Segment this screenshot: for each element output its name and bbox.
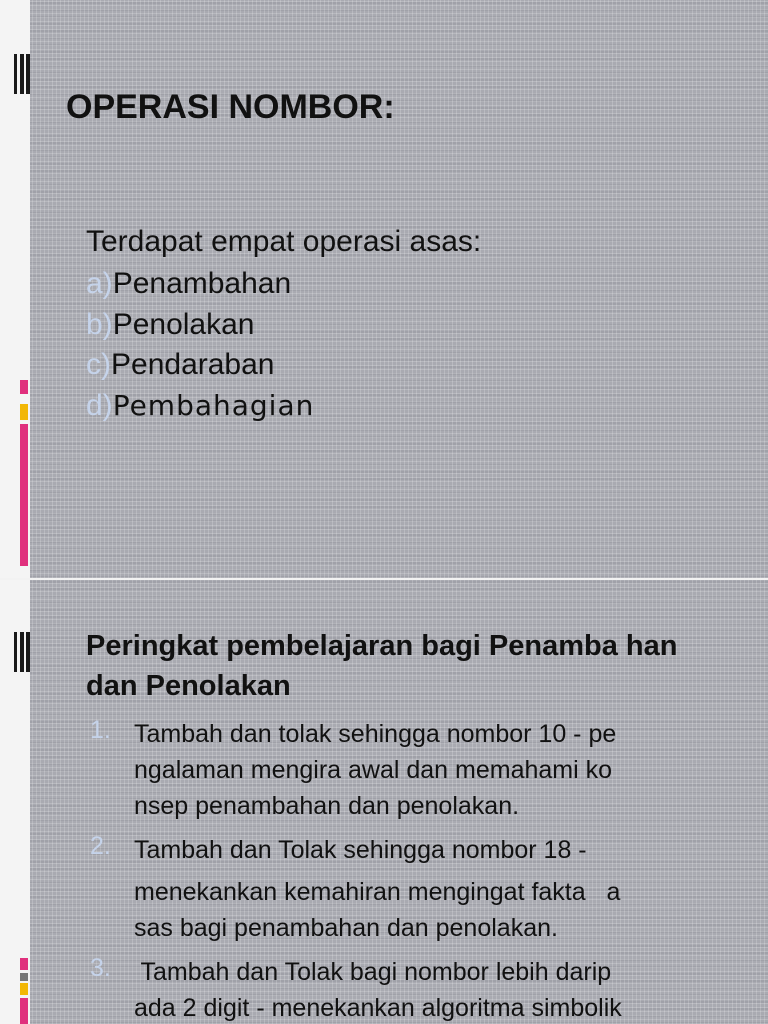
list-item [86,954,622,1024]
accent-strip-gray [20,973,28,981]
list-number: 1. [90,716,111,744]
slide-peringkat-pembelajaran [0,580,768,1024]
list-marker: c) [86,348,111,381]
slide-title: OPERASI NOMBOR: [66,88,395,126]
list-marker: d) [86,388,113,422]
list-item [86,388,314,429]
accent-strip-pink [20,958,28,970]
operation-label: Pembahagian [112,388,315,422]
accent-strip-pink [20,380,28,394]
item-text-line: sas bagi penambahan dan penolakan. [134,914,558,942]
operation-label: Penambahan [112,267,292,300]
accent-strip-yellow [20,404,28,420]
item-text-line: ngalaman mengira awal dan memahami ko [134,756,613,784]
operation-label: Pendaraban [111,348,275,381]
slide-title: Peringkat pembelajaran bagi Penamba han dan Penolakan [86,630,678,702]
levels-list [86,716,622,1024]
list-number: 3. [90,954,111,982]
item-text-line: Tambah dan Tolak sehingga nombor 18 - [134,836,587,864]
list-item [86,716,622,824]
intro-text: Terdapat empat operasi asas: [86,225,482,258]
item-text-line: menekankan kemahiran mengingat fakta a [134,878,621,906]
item-text-line: Tambah dan Tolak bagi nombor lebih darip [134,958,612,986]
list-item [86,266,314,307]
list-item [86,832,622,946]
slide-corner-bars [14,632,30,672]
slide-corner-bars [14,54,30,94]
list-marker: a) [86,267,113,300]
accent-strip-pink-long [20,424,28,566]
accent-strip-yellow [20,983,28,995]
list-number: 2. [90,832,111,860]
operations-list [86,266,314,428]
item-text-line: ada 2 digit - menekankan algoritma simbolik [134,994,622,1022]
item-text-line: Tambah dan tolak sehingga nombor 10 - pe [134,720,617,748]
list-item [86,347,314,388]
item-text-line: nsep penambahan dan penolakan. [134,792,520,820]
operation-label: Penolakan [112,307,255,341]
list-marker: b) [86,307,113,341]
list-item [86,307,314,348]
accent-strip-pink-long [20,998,28,1024]
